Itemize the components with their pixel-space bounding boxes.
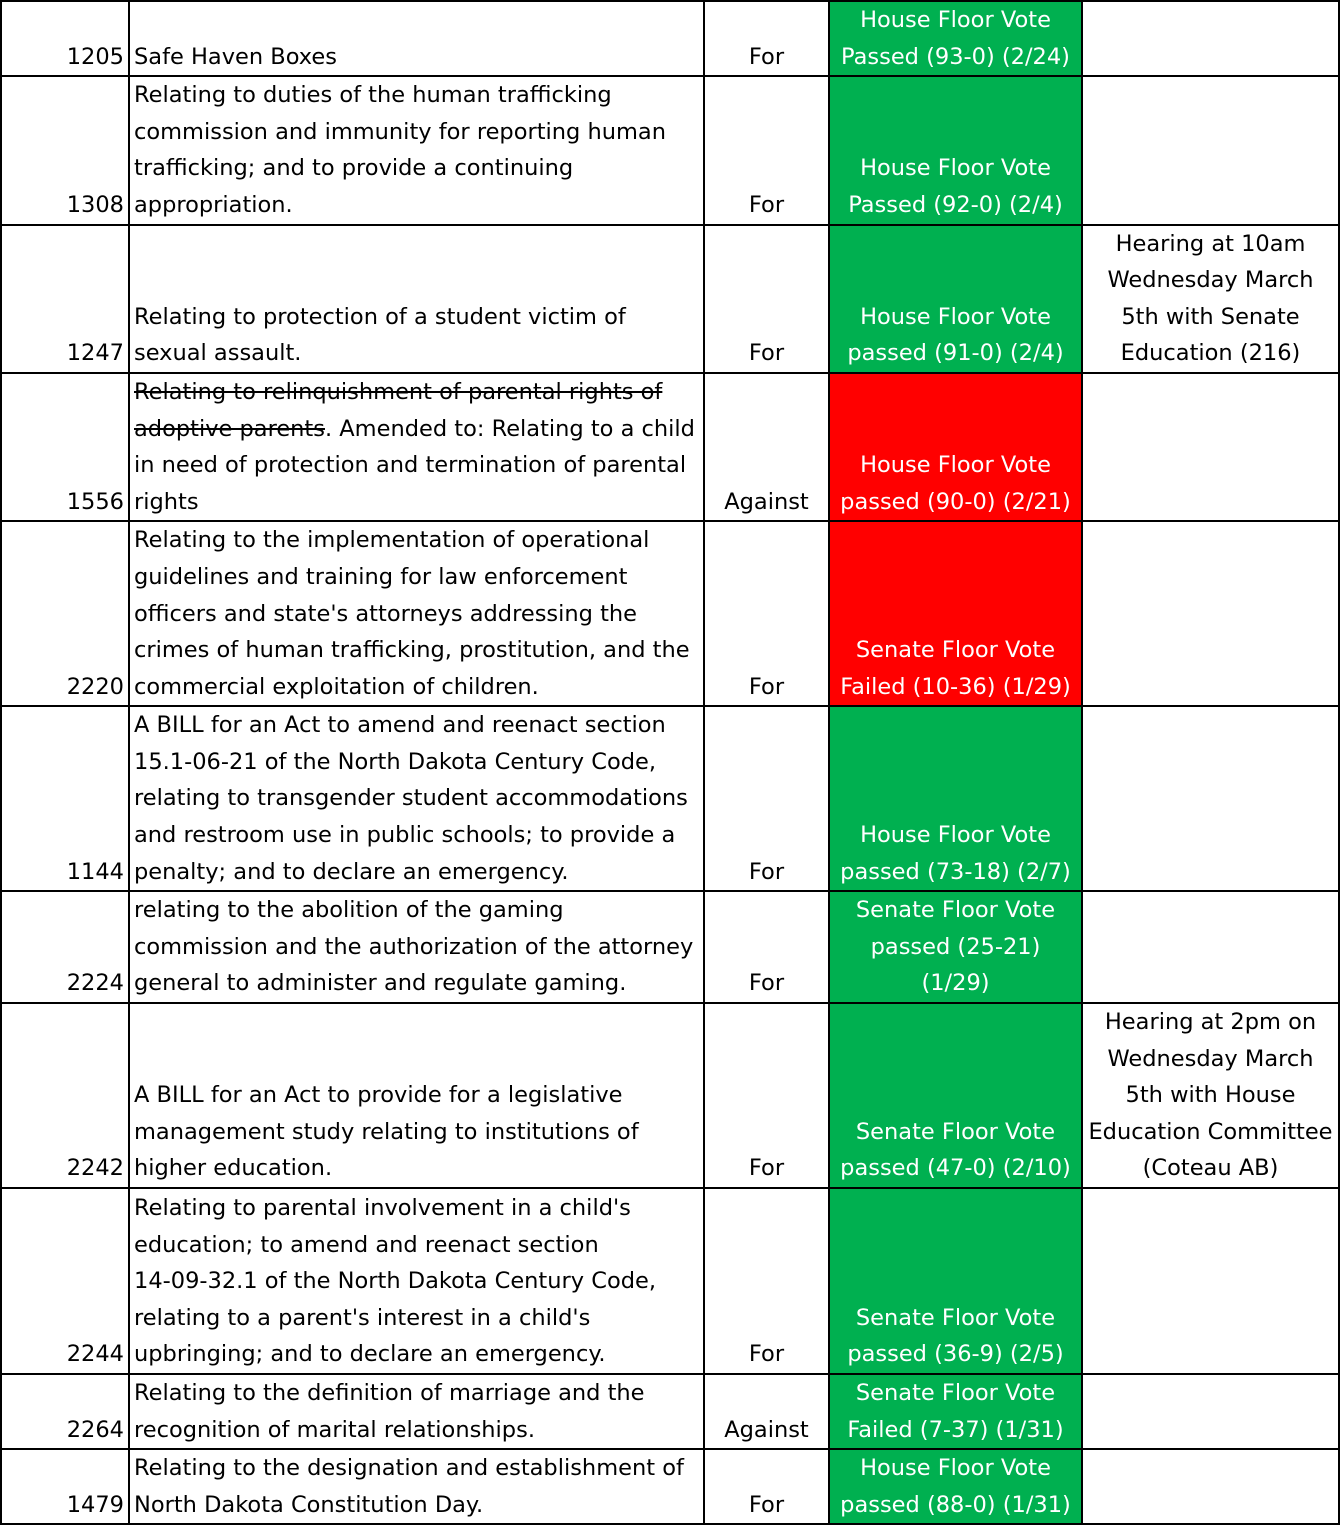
position-cell[interactable]: For xyxy=(704,1003,829,1188)
notes-cell[interactable] xyxy=(1082,76,1339,224)
position-cell[interactable]: For xyxy=(704,521,829,706)
bill-description-cell[interactable]: Relating to parental involvement in a child's education; to amend and reenact section 14-09-32.1 of the North Dakota Century Code, relating to a parent's interest in a child's upbringing; and to declare an emergency. xyxy=(129,1188,704,1374)
bill-number-cell[interactable]: 1556 xyxy=(1,373,129,521)
notes-cell[interactable] xyxy=(1082,891,1339,1003)
notes-cell[interactable]: Hearing at 10am Wednesday March 5th with Senate Education (216) xyxy=(1082,225,1339,373)
position-cell[interactable]: Against xyxy=(704,373,829,521)
table-row xyxy=(1,76,1339,224)
bill-number-cell[interactable]: 2242 xyxy=(1,1003,129,1188)
bill-number-cell[interactable]: 1479 xyxy=(1,1449,129,1524)
bill-description-cell[interactable]: relating to the abolition of the gaming commission and the authorization of the attorney general to administer and regulate gaming. xyxy=(129,891,704,1003)
status-cell[interactable]: Senate Floor Vote passed (25-21) (1/29) xyxy=(829,891,1082,1003)
bill-description-cell[interactable]: Relating to the implementation of operational guidelines and training for law enforcement officers and state's attorneys addressing the crimes of human trafficking, prostitution, and the commercial exploitation of children. xyxy=(129,521,704,706)
table-row xyxy=(1,1,1339,76)
notes-cell[interactable] xyxy=(1082,1188,1339,1374)
table-row xyxy=(1,1449,1339,1524)
status-cell[interactable]: House Floor Vote passed (90-0) (2/21) xyxy=(829,373,1082,521)
status-cell[interactable]: House Floor Vote passed (73-18) (2/7) xyxy=(829,706,1082,891)
bill-description-cell[interactable]: Relating to duties of the human trafficking commission and immunity for reporting human trafficking; and to provide a continuing appropriation. xyxy=(129,76,704,224)
bill-number-cell[interactable]: 2264 xyxy=(1,1374,129,1449)
bill-description-cell[interactable]: Relating to the designation and establishment of North Dakota Constitution Day. xyxy=(129,1449,704,1524)
bill-description-cell[interactable]: Relating to the definition of marriage and the recognition of marital relationships. xyxy=(129,1374,704,1449)
bill-number-cell[interactable]: 1144 xyxy=(1,706,129,891)
struck-original-title: Relating to relinquishment of parental rights of adoptive parents xyxy=(134,378,663,442)
bill-description-cell[interactable]: Relating to protection of a student victim of sexual assault. xyxy=(129,225,704,373)
notes-cell[interactable] xyxy=(1082,521,1339,706)
position-cell[interactable]: For xyxy=(704,76,829,224)
bill-description-cell[interactable]: Safe Haven Boxes xyxy=(129,1,704,76)
status-cell[interactable]: House Floor Vote Passed (93-0) (2/24) xyxy=(829,1,1082,76)
bill-number-cell[interactable]: 1308 xyxy=(1,76,129,224)
position-cell[interactable]: For xyxy=(704,891,829,1003)
position-cell[interactable]: For xyxy=(704,1449,829,1524)
bill-number-cell[interactable]: 2244 xyxy=(1,1188,129,1374)
notes-cell[interactable] xyxy=(1082,1449,1339,1524)
status-cell[interactable]: House Floor Vote passed (88-0) (1/31) xyxy=(829,1449,1082,1524)
notes-cell[interactable]: Hearing at 2pm on Wednesday March 5th with House Education Committee (Coteau AB) xyxy=(1082,1003,1339,1188)
table-row xyxy=(1,521,1339,706)
table-row xyxy=(1,373,1339,521)
table-row xyxy=(1,891,1339,1003)
amended-title: . Amended to: Relating to a child in need of protection and termination of parental rights xyxy=(134,415,695,515)
bill-number-cell[interactable]: 1205 xyxy=(1,1,129,76)
notes-cell[interactable] xyxy=(1082,706,1339,891)
status-cell[interactable]: Senate Floor Vote passed (36-9) (2/5) xyxy=(829,1188,1082,1374)
notes-cell[interactable] xyxy=(1082,373,1339,521)
bill-number-cell[interactable]: 2224 xyxy=(1,891,129,1003)
table-row xyxy=(1,1374,1339,1449)
status-cell[interactable]: Senate Floor Vote Failed (10-36) (1/29) xyxy=(829,521,1082,706)
status-cell[interactable]: House Floor Vote passed (91-0) (2/4) xyxy=(829,225,1082,373)
bill-description-cell[interactable] xyxy=(129,373,704,521)
status-cell[interactable]: Senate Floor Vote Failed (7-37) (1/31) xyxy=(829,1374,1082,1449)
bill-number-cell[interactable]: 2220 xyxy=(1,521,129,706)
table-row xyxy=(1,1188,1339,1374)
bill-description-cell[interactable]: A BILL for an Act to amend and reenact section 15.1-06-21 of the North Dakota Century Code, relating to transgender student accommodations and restroom use in public schools; to provide a penalty; and to declare an emergency. xyxy=(129,706,704,891)
notes-cell[interactable] xyxy=(1082,1,1339,76)
bill-number-cell[interactable]: 1247 xyxy=(1,225,129,373)
position-cell[interactable]: For xyxy=(704,225,829,373)
position-cell[interactable]: For xyxy=(704,1188,829,1374)
position-cell[interactable]: For xyxy=(704,706,829,891)
notes-cell[interactable] xyxy=(1082,1374,1339,1449)
table-row xyxy=(1,706,1339,891)
position-cell[interactable]: For xyxy=(704,1,829,76)
bill-description-cell[interactable]: A BILL for an Act to provide for a legislative management study relating to institutions of higher education. xyxy=(129,1003,704,1188)
table-row xyxy=(1,1003,1339,1188)
table-row xyxy=(1,225,1339,373)
position-cell[interactable]: Against xyxy=(704,1374,829,1449)
status-cell[interactable]: Senate Floor Vote passed (47-0) (2/10) xyxy=(829,1003,1082,1188)
status-cell[interactable]: House Floor Vote Passed (92-0) (2/4) xyxy=(829,76,1082,224)
